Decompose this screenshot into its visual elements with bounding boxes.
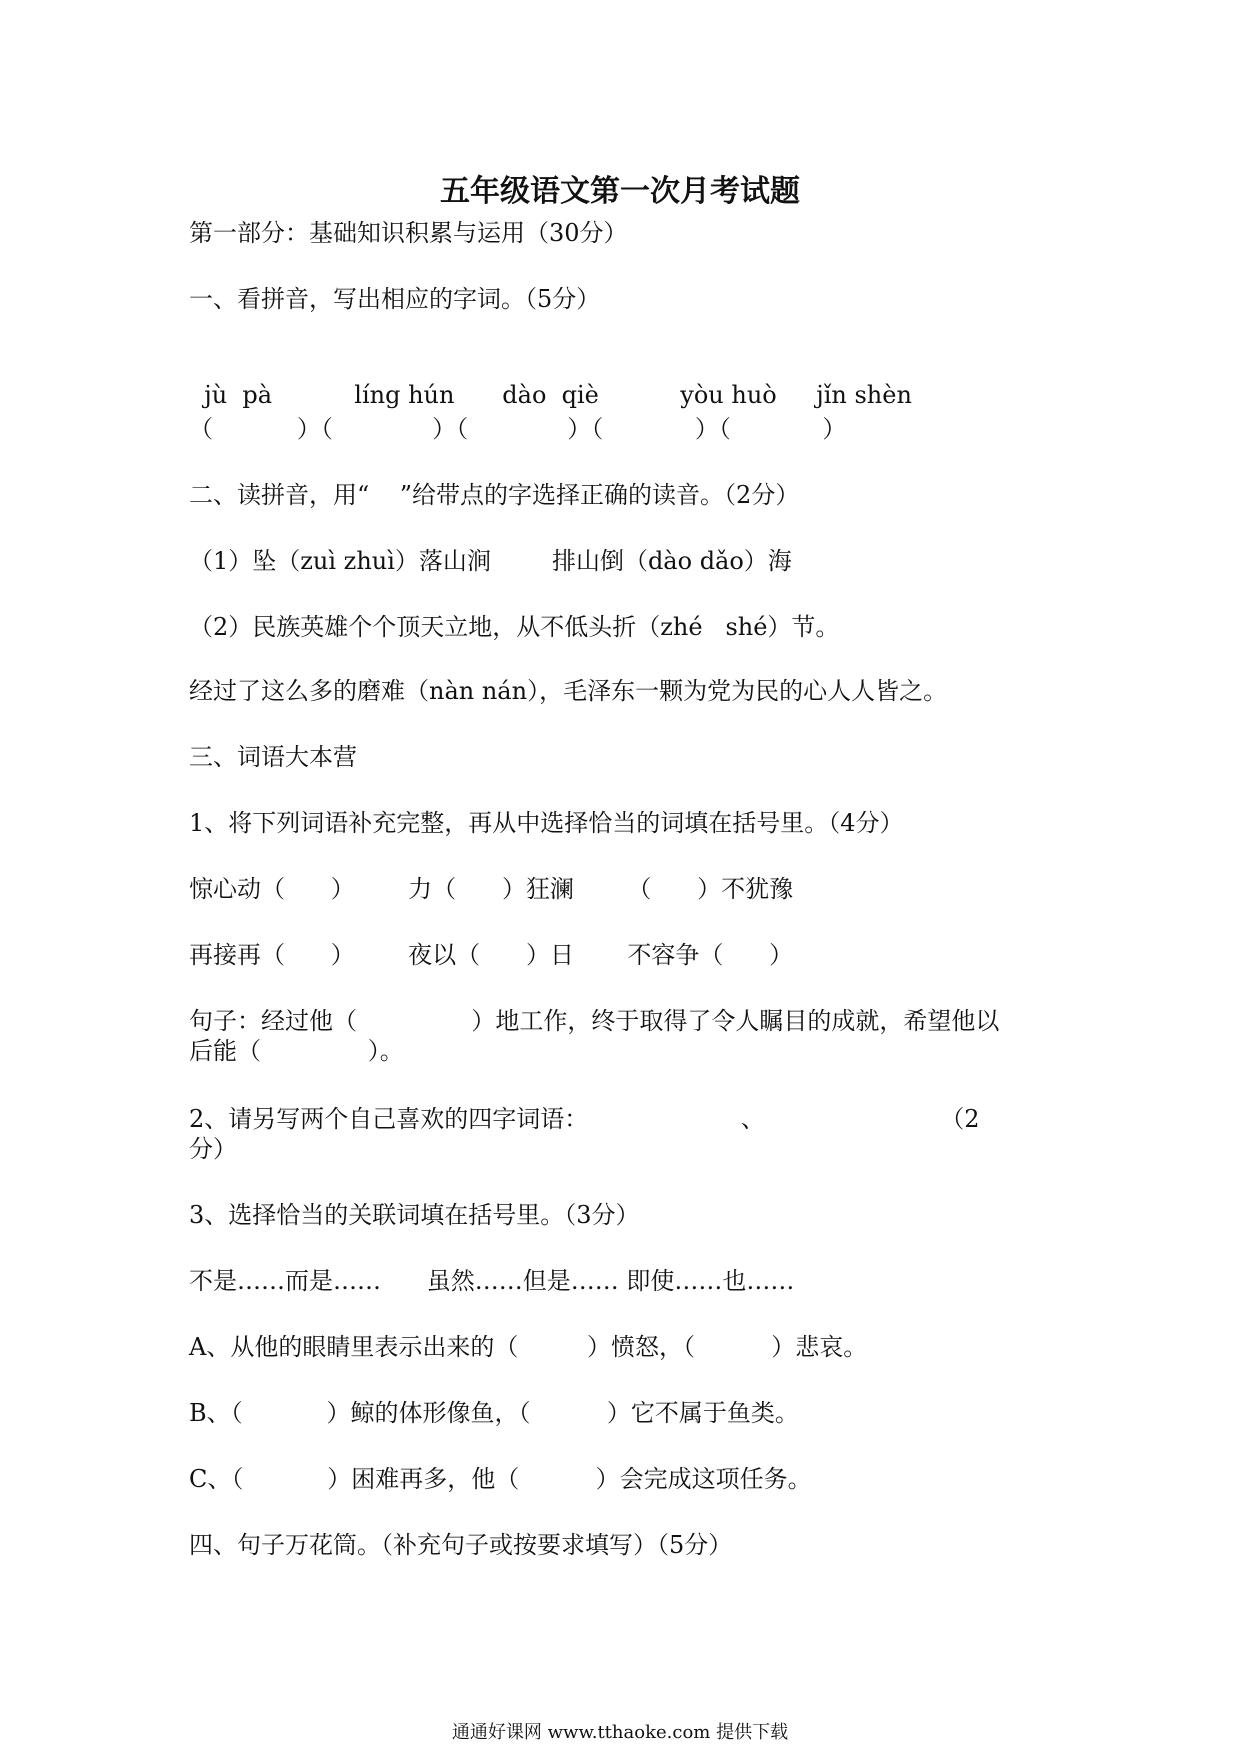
question-4-heading: 四、句子万花筒。（补充句子或按要求填写）（5分） — [189, 1531, 733, 1559]
answer-blanks: （ ）（ ）（ ）（ ）（ ） — [189, 415, 847, 443]
question-3-sub-2: 2、请另写两个自己喜欢的四字词语： 、 （2 — [189, 1105, 980, 1133]
option-c: C、（ ）困难再多，他（ ）会完成这项任务。 — [189, 1465, 812, 1493]
option-a: A、从他的眼睛里表示出来的（ ）愤怒，（ ）悲哀。 — [189, 1333, 868, 1361]
sentence-line-2: 后能（ ）。 — [189, 1037, 404, 1065]
question-3-heading: 三、词语大本营 — [189, 743, 357, 771]
pinyin-item: jǐn shèn — [816, 381, 912, 409]
word-row-2: 再接再（ ） 夜以（ ）日 不容争（ ） — [189, 941, 794, 969]
pinyin-item: líng hún — [354, 381, 455, 409]
sentence-line-1: 句子：经过他（ ）地工作，终于取得了令人瞩目的成就，希望他以 — [189, 1007, 1000, 1035]
pinyin-item: yòu huò — [680, 381, 777, 409]
question-3-sub-3: 3、选择恰当的关联词填在括号里。（3分） — [189, 1201, 640, 1229]
question-1-heading: 一、看拼音，写出相应的字词。（5分） — [189, 285, 601, 313]
question-2-item-1: （1）坠（zuì zhuì）落山涧 排山倒（dào dǎo）海 — [189, 547, 792, 575]
question-3-sub-1: 1、将下列词语补充完整，再从中选择恰当的词填在括号里。（4分） — [189, 809, 904, 837]
pinyin-item: jù pà — [204, 381, 273, 409]
question-3-sub-2-cont: 分） — [189, 1135, 237, 1163]
part-heading: 第一部分：基础知识积累与运用（30分） — [189, 219, 628, 247]
question-2-item-2: （2）民族英雄个个顶天立地，从不低头折（zhé shé）节。 — [189, 613, 840, 641]
option-b: B、（ ）鲸的体形像鱼，（ ）它不属于鱼类。 — [189, 1399, 799, 1427]
page-footer: 通通好课网 www.tthaoke.com 提供下载 — [451, 1722, 789, 1743]
word-row-1: 惊心动（ ） 力（ ）狂澜 （ ）不犹豫 — [189, 875, 794, 903]
conjunction-options: 不是……而是…… 虽然……但是…… 即使……也…… — [189, 1267, 795, 1295]
question-2-heading: 二、读拼音，用“ ”给带点的字选择正确的读音。（2分） — [189, 481, 800, 509]
pinyin-item: dào qiè — [502, 381, 599, 409]
question-2-item-3: 经过了这么多的磨难（nàn nán），毛泽东一颗为党为民的心人人皆之。 — [189, 677, 948, 705]
pinyin-row — [189, 350, 912, 410]
page-title: 五年级语文第一次月考试题 — [440, 174, 800, 209]
